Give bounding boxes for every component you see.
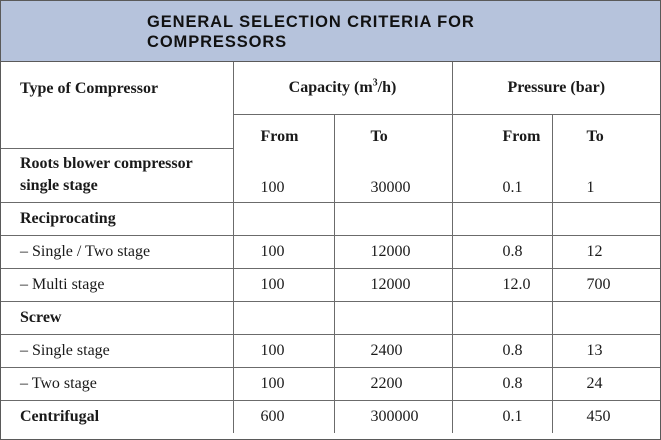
- pressure-from-cell: 12.0: [452, 269, 552, 302]
- subheader-pressure-to: To: [552, 115, 660, 149]
- table-row: [1, 335, 660, 368]
- row-name: Centrifugal: [1, 401, 233, 434]
- table-body: [1, 148, 660, 433]
- row-name: – Single stage: [1, 335, 233, 368]
- capacity-to-cell: 12000: [334, 269, 452, 302]
- capacity-from-cell: [233, 203, 334, 236]
- capacity-to-cell: 30000: [334, 148, 452, 203]
- pressure-to-cell: 12: [552, 236, 660, 269]
- pressure-to-cell: 24: [552, 368, 660, 401]
- subheader-pressure-from: From: [452, 115, 552, 149]
- pressure-to-cell: [552, 302, 660, 335]
- capacity-from-cell: 100: [233, 269, 334, 302]
- pressure-from-cell: 0.8: [452, 368, 552, 401]
- title-band: [1, 1, 660, 62]
- capacity-to-cell: 2200: [334, 368, 452, 401]
- pressure-to-cell: 700: [552, 269, 660, 302]
- table-row: [1, 368, 660, 401]
- header-capacity-prefix: Capacity (m: [288, 79, 373, 96]
- pressure-from-cell: 0.1: [452, 148, 552, 203]
- row-name: Roots blower compressor single stage: [1, 148, 233, 203]
- table-row: [1, 269, 660, 302]
- header-pressure: Pressure (bar): [452, 62, 660, 115]
- header-type: Type of Compressor: [1, 62, 233, 148]
- pressure-from-cell: 0.1: [452, 401, 552, 434]
- capacity-from-cell: 100: [233, 368, 334, 401]
- header-row: [1, 62, 660, 115]
- table-row: [1, 236, 660, 269]
- table-row: [1, 203, 660, 236]
- header-capacity-sup: 3: [372, 77, 378, 89]
- capacity-to-cell: [334, 203, 452, 236]
- subheader-capacity-to: To: [334, 115, 452, 149]
- pressure-to-cell: 450: [552, 401, 660, 434]
- row-name: Screw: [1, 302, 233, 335]
- pressure-from-cell: [452, 302, 552, 335]
- table-row: [1, 401, 660, 434]
- capacity-from-cell: 600: [233, 401, 334, 434]
- table-title: GENERAL SELECTION CRITERIA FOR COMPRESSORS: [147, 13, 475, 51]
- subheader-capacity-from: From: [233, 115, 334, 149]
- row-name: – Single / Two stage: [1, 236, 233, 269]
- row-name: Reciprocating: [1, 203, 233, 236]
- pressure-from-cell: [452, 203, 552, 236]
- pressure-to-cell: 13: [552, 335, 660, 368]
- capacity-from-cell: 100: [233, 335, 334, 368]
- capacity-to-cell: 300000: [334, 401, 452, 434]
- capacity-from-cell: 100: [233, 236, 334, 269]
- compressor-criteria-table: [1, 62, 660, 433]
- row-name: – Multi stage: [1, 269, 233, 302]
- table-row: [1, 302, 660, 335]
- capacity-to-cell: 12000: [334, 236, 452, 269]
- pressure-from-cell: 0.8: [452, 335, 552, 368]
- capacity-from-cell: [233, 302, 334, 335]
- table-row: [1, 148, 660, 203]
- pressure-to-cell: [552, 203, 660, 236]
- pressure-from-cell: 0.8: [452, 236, 552, 269]
- pressure-to-cell: 1: [552, 148, 660, 203]
- capacity-from-cell: 100: [233, 148, 334, 203]
- row-name: – Two stage: [1, 368, 233, 401]
- header-capacity: [233, 62, 452, 115]
- header-capacity-suffix: /h): [377, 79, 397, 96]
- capacity-to-cell: 2400: [334, 335, 452, 368]
- capacity-to-cell: [334, 302, 452, 335]
